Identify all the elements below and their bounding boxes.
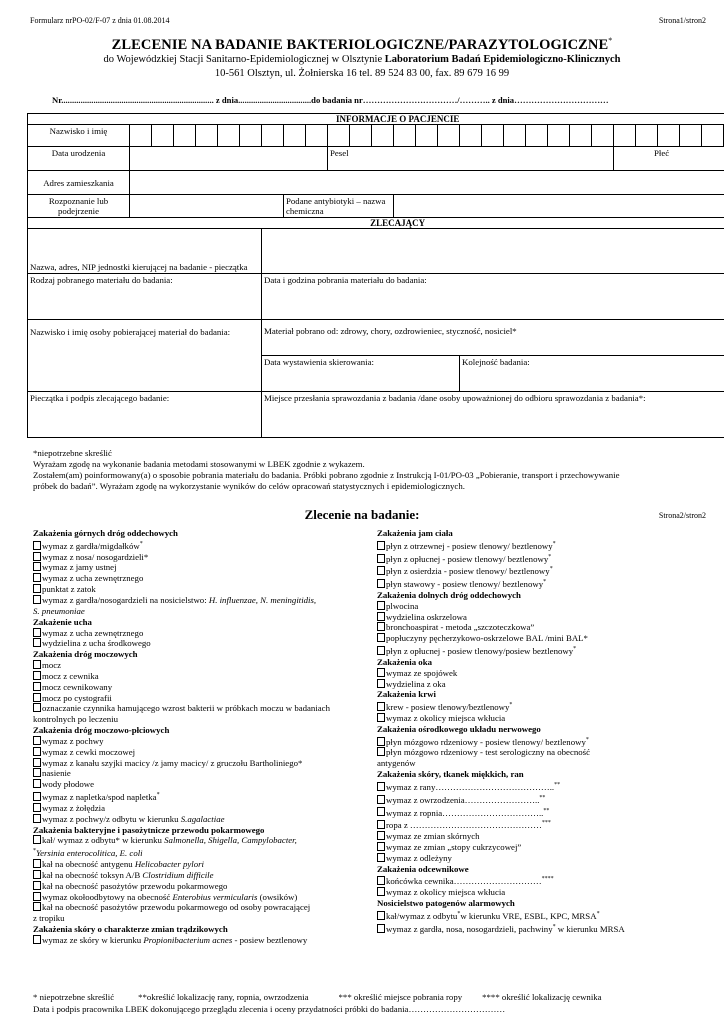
sex-label: Płeć (654, 148, 670, 158)
test-option[interactable] (33, 584, 373, 595)
footnote-mark: * (548, 553, 552, 560)
test-option-label: wydzielina z ucha środkowego (42, 638, 151, 649)
test-option[interactable] (377, 735, 707, 748)
checkbox[interactable] (377, 566, 385, 575)
test-option[interactable] (377, 747, 707, 758)
test-option[interactable] (33, 703, 373, 714)
test-option-label: krew - posiew tlenowy/beztlenowy (386, 702, 510, 713)
footnote-mark: * (509, 702, 513, 709)
checkbox[interactable] (33, 573, 41, 582)
test-option-label: płyn mózgowo rdzeniowy - posiew tlenowy/ beztlenowy (386, 736, 586, 747)
checkbox[interactable] (377, 541, 385, 550)
checkbox[interactable] (33, 803, 41, 812)
checkbox[interactable] (377, 713, 385, 722)
checkbox[interactable] (377, 622, 385, 631)
test-option-label: mocz (42, 660, 62, 671)
checkbox[interactable] (377, 853, 385, 862)
test-option[interactable] (377, 887, 707, 898)
material-type-field[interactable]: Rodzaj pobranego materiału do badania: (28, 274, 262, 320)
test-option[interactable] (377, 874, 707, 887)
test-option-label: wymaz z odleżyny (386, 852, 452, 863)
checkbox[interactable] (377, 702, 385, 711)
checkbox[interactable] (33, 870, 41, 879)
checkbox[interactable] (377, 924, 385, 933)
checkbox[interactable] (33, 747, 41, 756)
ordering-section-header: ZLECAJĄCY (28, 218, 724, 229)
test-option[interactable] (33, 693, 373, 704)
test-option-continued (377, 758, 707, 769)
checkbox[interactable] (33, 628, 41, 637)
test-option-label: wymaz ze zmian „stopy cukrzycowej” (386, 841, 522, 852)
test-option-label: płyn z opłucnej - posiew tlenowy/ beztlenowy (386, 553, 549, 564)
test-option-label: wymaz ze spojówek (386, 667, 458, 678)
test-option[interactable] (33, 595, 373, 606)
test-option-suffix: w kierunku VRE, ESBL, KPC, MRSA (460, 910, 597, 921)
test-option-label: płyn z opłucnej - posiew tlenowy/posiew beztlenowy (386, 646, 574, 657)
organism-name: S.agalactiae (180, 813, 225, 824)
test-option[interactable] (33, 736, 373, 747)
test-option-label: punktat z zatok (42, 584, 96, 595)
checkbox[interactable] (33, 859, 41, 868)
test-option-label: wymaz z nosa/ nosogardzieli* (42, 551, 149, 562)
checkbox[interactable] (377, 633, 385, 642)
test-option-label: wymaz z żołędzia (42, 802, 106, 813)
checkbox[interactable] (377, 737, 385, 746)
test-group-heading: Zakażenia ośrodkowego układu nerwowego (377, 723, 541, 734)
test-option[interactable] (33, 758, 373, 769)
test-option-label: wymaz z owrzodzenia…………………….. (386, 794, 540, 805)
lab-address-line2: 10-561 Olsztyn, ul. Żołnierska 16 tel. 89 524 83 00, fax. 89 679 16 99 (214, 68, 510, 79)
test-option-label: kał na obecność pasożytów przewodu pokarmowego od osoby powracającej (42, 902, 311, 913)
note-strike: *niepotrzebne skreślić (33, 448, 112, 458)
checkbox[interactable] (33, 814, 41, 823)
test-option-suffix: w kierunku MRSA (555, 923, 625, 934)
test-option-label: wymaz z okolicy miejsca wkłucia (386, 887, 506, 898)
test-option[interactable] (33, 573, 373, 584)
footnote-mark: * (573, 646, 577, 653)
checkbox[interactable] (377, 842, 385, 851)
test-option[interactable] (377, 831, 707, 842)
checkbox[interactable] (33, 638, 41, 647)
collected-from-field[interactable]: Materiał pobrano od: zdrowy, chory, ozdrowieniec, styczność, nosiciel* (262, 320, 724, 356)
organism-name: Helicobacter pylori (134, 859, 204, 870)
test-option[interactable] (377, 601, 707, 612)
test-option-label: wymaz ze zmian skórnych (386, 831, 480, 842)
test-option[interactable] (33, 814, 373, 825)
test-option-continued (33, 913, 373, 924)
footnote-mark: * (139, 540, 143, 547)
footnote-mark: * (552, 540, 556, 547)
test-option-label: wymaz z pochwy (42, 735, 104, 746)
test-option[interactable] (377, 818, 707, 831)
organism-name: Yersinia enterocolitica, E. coli (36, 848, 143, 859)
test-option[interactable] (33, 803, 373, 814)
report-place-field[interactable]: Miejsce przesłania sprawozdania z badania /dane osoby upoważnionej do odbioru sprawozdania z badania*: (262, 392, 724, 438)
checkbox[interactable] (33, 671, 41, 680)
test-option-label: wymaz z ucha zewnętrznego (42, 573, 144, 584)
test-option[interactable] (377, 806, 707, 819)
test-option[interactable] (377, 552, 707, 565)
test-option[interactable] (377, 644, 707, 657)
footnote-mark: ** (554, 782, 561, 789)
test-option-label: płyn z otrzewnej - posiew tlenowy/ beztlenowy (386, 540, 553, 551)
test-option-label: wymaz z rany………………………………….. (386, 781, 555, 792)
test-option-continued (33, 714, 373, 725)
antibiotics-label: Podane antybiotyki – nazwa chemiczna (284, 195, 394, 218)
checkbox[interactable] (33, 562, 41, 571)
test-option[interactable] (33, 902, 373, 913)
note-consent: Wyrażam zgodę na wykonanie badania metodami stosowanymi w LBEK zgodnie z wykazem. (33, 459, 365, 469)
test-group-heading: Zakażenia krwi (377, 689, 436, 700)
checkbox[interactable] (33, 881, 41, 890)
checkbox[interactable] (33, 736, 41, 745)
organism-name: Enterobius vermicularis (172, 891, 258, 902)
test-option[interactable] (33, 835, 373, 846)
test-option[interactable] (377, 633, 707, 644)
address-field[interactable] (130, 171, 724, 195)
checkbox[interactable] (377, 579, 385, 588)
test-option[interactable] (33, 859, 373, 870)
test-option-label: kał na obecność toksyn A/B (42, 869, 143, 880)
footnote-mark: * (596, 910, 600, 917)
test-option-label: mocz z cewnika (42, 670, 99, 681)
test-option-label: wymaz z ucha zewnętrznego (42, 627, 144, 638)
checkbox[interactable] (33, 595, 41, 604)
test-option-label: bronchoaspirat - metoda „szczoteczkowa” (386, 622, 535, 633)
organism-name: Clostridium difficile (142, 869, 214, 880)
test-option[interactable] (33, 892, 373, 903)
checkbox[interactable] (377, 911, 385, 920)
test-option-label: kał/wymaz z odbytu (386, 910, 458, 921)
checkbox[interactable] (377, 782, 385, 791)
test-group-heading: Nosicielstwo patogenów alarmowych (377, 898, 515, 909)
test-option-label: wymaz z napletka/spod napletka (42, 792, 157, 803)
referral-date-field[interactable]: Data wystawienia skierowania: (262, 356, 460, 392)
test-option-label: wymaz z ropnia…………………………….. (386, 807, 544, 818)
checkbox[interactable] (33, 541, 41, 550)
checkbox[interactable] (33, 835, 41, 844)
checkbox[interactable] (33, 758, 41, 767)
organism-name: Salmonella, Shigella, Campylobacter, (164, 835, 297, 846)
checkbox[interactable] (377, 807, 385, 816)
test-option[interactable] (377, 700, 707, 713)
checkbox[interactable] (33, 552, 41, 561)
note-informed: Zostałem(am) poinformowany(a) o sposobie pobrania materiału do badania. Próbki pobrano zgodnie z Instrukcją I-01/PO-03 „Pobieranie, transport i przechowywanie (33, 470, 620, 480)
checkbox[interactable] (377, 831, 385, 840)
footer-legend: * niepotrzebne skreślić **określić lokalizację rany, ropnia, owrzodzenia *** określić miejsce pobrania ropy **** określić lokalizację cewnika (33, 992, 602, 1002)
checkbox[interactable] (377, 601, 385, 610)
checkbox[interactable] (377, 612, 385, 621)
test-group-heading: Zakażenia dolnych dróg oddechowych (377, 589, 521, 600)
order-no-field[interactable]: Kolejność badania: (460, 356, 724, 392)
surname-cell[interactable] (130, 125, 152, 147)
test-option[interactable] (377, 713, 707, 724)
test-group-heading: Zakażenia skóry, tkanek miękkich, ran (377, 769, 524, 780)
test-option[interactable] (377, 780, 707, 793)
test-option[interactable] (33, 870, 373, 881)
checkbox[interactable] (33, 584, 41, 593)
test-option[interactable] (33, 935, 373, 946)
test-option-label: wymaz z pochwy/z odbytu w kierunku (42, 813, 181, 824)
checkbox[interactable] (377, 795, 385, 804)
test-option-label: kał na obecność pasożytów przewodu pokarmowego (42, 880, 228, 891)
organism-name: H. influenzae, N. meningitidis, (208, 594, 317, 605)
footnote-mark: ** (543, 807, 550, 814)
test-group-heading: Zakażenia dróg moczowych (33, 649, 138, 660)
test-option-label: płyn mózgowo rdzeniowy - test serologiczny na obecność (386, 747, 590, 758)
checkbox[interactable] (377, 554, 385, 563)
test-option-label: wydzielina z oka (386, 678, 446, 689)
footnote-mark: **** (541, 876, 554, 883)
test-option-label: mocz cewnikowany (42, 681, 113, 692)
footnote-mark: ** (539, 794, 546, 801)
test-list-right (377, 528, 707, 934)
checkbox[interactable] (377, 668, 385, 677)
test-option-suffix: (owsików) (257, 891, 298, 902)
test-list-left (33, 528, 373, 946)
test-option-continued (33, 606, 373, 617)
test-option[interactable] (377, 909, 707, 922)
test-option[interactable] (377, 612, 707, 623)
test-option[interactable] (377, 577, 707, 590)
footnote-mark: * (585, 736, 589, 743)
footer-signature-line[interactable]: Data i podpis pracownika LBEK dokonującego przeglądu zlecenia i oceny przydatności próbki do badania…………………………… (33, 1004, 506, 1014)
test-option-label: wymaz ze skóry w kierunku (42, 934, 144, 945)
test-option-label: wymaz z kanału szyjki macicy /z jamy macicy/ z gruczołu Bartholiniego* (42, 757, 303, 768)
test-option-label: nasienie (42, 768, 71, 779)
patient-section-header: INFORMACJE O PACJENCIE (28, 114, 724, 125)
lab-address-line1: do Wojewódzkiej Stacji Sanitarno-Epidemiologicznej w Olsztynie Laboratorium Badań Epidemiologiczno-Klinicznych (103, 54, 621, 65)
unit-name-label: Nazwa, adres, NIP jednostki kierującej na badanie - pieczątka (28, 229, 262, 274)
page-number: Strona1/stron2 (658, 16, 706, 25)
test-option[interactable] (377, 922, 707, 935)
test-option[interactable] (377, 668, 707, 679)
test-option[interactable] (377, 539, 707, 552)
birth-date-label: Data urodzenia (28, 147, 130, 171)
test-group-heading: Zakażenia odcewnikowe (377, 863, 469, 874)
test-option[interactable] (33, 768, 373, 779)
checkbox[interactable] (33, 902, 41, 911)
order-title: Zlecenie na badanie: (304, 507, 420, 522)
address-label: Adres zamieszkania (28, 171, 130, 195)
test-option-label: mocz po cystografii (42, 692, 112, 703)
checkbox[interactable] (377, 887, 385, 896)
checkbox[interactable] (377, 679, 385, 688)
note-statistics: próbek do badań”. Wyrażam zgodę na wykorzystanie wyników do celów opracowań statystycznych i epidemiologicznych. (33, 481, 465, 491)
antibiotics-field[interactable] (394, 195, 724, 218)
birth-date-field[interactable] (130, 147, 328, 171)
test-option-label: plwocina (386, 600, 419, 611)
page-number-2: Strona2/stron2 (658, 511, 706, 520)
test-option-label: płyn stawowy - posiew tlenowy/ beztlenowy (386, 579, 544, 590)
test-group-heading: Zakażenie ucha (33, 616, 92, 627)
diagnosis-field[interactable] (130, 195, 284, 218)
unit-name-field[interactable] (262, 229, 724, 274)
test-group-heading: Zakażenia oka (377, 656, 432, 667)
test-option[interactable] (377, 793, 707, 806)
test-option[interactable] (33, 682, 373, 693)
footnote-mark: * (543, 579, 547, 586)
test-option-label: wymaz z gardła/nosogardzieli na nosicielstwo: (42, 594, 209, 605)
test-option[interactable] (33, 628, 373, 639)
sampling-date-field[interactable]: Data i godzina pobrania materiału do badania: (262, 274, 724, 320)
test-option-label: z tropiku (33, 913, 65, 924)
checkbox[interactable] (33, 935, 41, 944)
test-option[interactable] (33, 539, 373, 552)
test-option-label: końcówka cewnika………………………… (386, 876, 542, 887)
footnote-mark: * (457, 910, 461, 917)
surname-label: Nazwisko i imię (28, 125, 130, 147)
checkbox[interactable] (33, 703, 41, 712)
checkbox[interactable] (377, 646, 385, 655)
test-option[interactable] (33, 562, 373, 573)
test-option[interactable] (33, 881, 373, 892)
test-option[interactable] (33, 790, 373, 803)
test-option[interactable] (377, 842, 707, 853)
test-option[interactable] (377, 622, 707, 633)
organism-name: Propionibacterium acnes (143, 934, 233, 945)
stamp-field[interactable]: Pieczątka i podpis zlecającego badanie: (28, 392, 262, 438)
test-option-label: popłuczyny pęcherzykowo-oskrzelowe BAL /mini BAL* (386, 633, 588, 644)
test-option[interactable] (33, 660, 373, 671)
checkbox[interactable] (33, 779, 41, 788)
checkbox[interactable] (377, 876, 385, 885)
checkbox[interactable] (377, 747, 385, 756)
checkbox[interactable] (33, 682, 41, 691)
page-title: ZLECENIE NA BADANIE BAKTERIOLOGICZNE/PARAZYTOLOGICZNE* (111, 36, 613, 53)
test-option[interactable] (377, 853, 707, 864)
test-option[interactable] (33, 779, 373, 790)
checkbox[interactable] (33, 768, 41, 777)
test-group-heading: Zakażenia jam ciała (377, 528, 453, 538)
test-option-label: wymaz z gardła, nosa, nosogardzieli, pachwiny (386, 923, 553, 934)
test-group-heading: Zakażenia górnych dróg oddechowych (33, 528, 178, 538)
footnote-mark: * (549, 566, 553, 573)
test-option-label: wydzielina oskrzelowa (386, 611, 467, 622)
organism-name: S. pneumoniae (33, 605, 85, 616)
test-option-label: wymaz z jamy ustnej (42, 562, 117, 573)
test-group-heading: Zakażenia dróg moczowo-płciowych (33, 725, 170, 736)
checkbox[interactable] (33, 792, 41, 801)
test-option-label: antygenów (377, 758, 416, 769)
footnote-mark: * (33, 848, 36, 855)
test-option-continued (33, 846, 373, 859)
test-option-label: kontrolnych po leczeniu (33, 714, 119, 725)
collector-field[interactable]: Nazwisko i imię osoby pobierającej materiał do badania: (28, 320, 262, 392)
checkbox[interactable] (377, 820, 385, 829)
test-option-label: kał na obecność antygenu (42, 859, 135, 870)
footnote-mark: * (156, 792, 160, 799)
checkbox[interactable] (33, 693, 41, 702)
test-option[interactable] (33, 747, 373, 758)
sex-field[interactable] (614, 147, 724, 171)
test-option-suffix: - posiew beztlenowy (232, 934, 308, 945)
order-number-line[interactable]: Nr....................................................................... z dnia..................................do badania nr……………………………/……….. z dnia…………………………… (52, 95, 609, 105)
pesel-label: Pesel (328, 147, 614, 171)
patient-form-table (27, 113, 724, 438)
test-option-label: oznaczanie czynnika hamującego wzrost bakterii w próbkach moczu w badaniach (42, 703, 330, 714)
checkbox[interactable] (33, 660, 41, 669)
test-option[interactable] (377, 564, 707, 577)
test-option-label: wymaz z cewki moczowej (42, 746, 136, 757)
test-option-label: wymaz z gardła/migdałków (42, 540, 140, 551)
test-option-label: płyn z osierdzia - posiew tlenowy/ beztlenowy (386, 566, 550, 577)
test-option[interactable] (33, 671, 373, 682)
test-option[interactable] (33, 638, 373, 649)
test-option-label: wody płodowe (42, 779, 95, 790)
form-id: Formularz nrPO-02/F-07 z dnia 01.08.2014 (30, 16, 170, 25)
test-option-label: ropa z ……………………………………… (386, 820, 542, 831)
test-option[interactable] (377, 679, 707, 690)
test-group-heading: Zakażenia bakteryjne i pasożytnicze przewodu pokarmowego (33, 824, 265, 835)
footnote-mark: *** (541, 820, 551, 827)
test-option[interactable] (33, 552, 373, 563)
test-option-label: wymaz z okolicy miejsca wkłucia (386, 713, 506, 724)
test-option-label: kał/ wymaz z odbytu* w kierunku (42, 835, 165, 846)
test-group-heading: Zakażenia skóry o charakterze zmian trądzikowych (33, 924, 228, 935)
checkbox[interactable] (33, 892, 41, 901)
test-option-label: wymaz okołoodbytowy na obecność (42, 891, 173, 902)
footnote-mark: * (552, 923, 556, 930)
diagnosis-label: Rozpoznanie lub podejrzenie (28, 195, 130, 218)
